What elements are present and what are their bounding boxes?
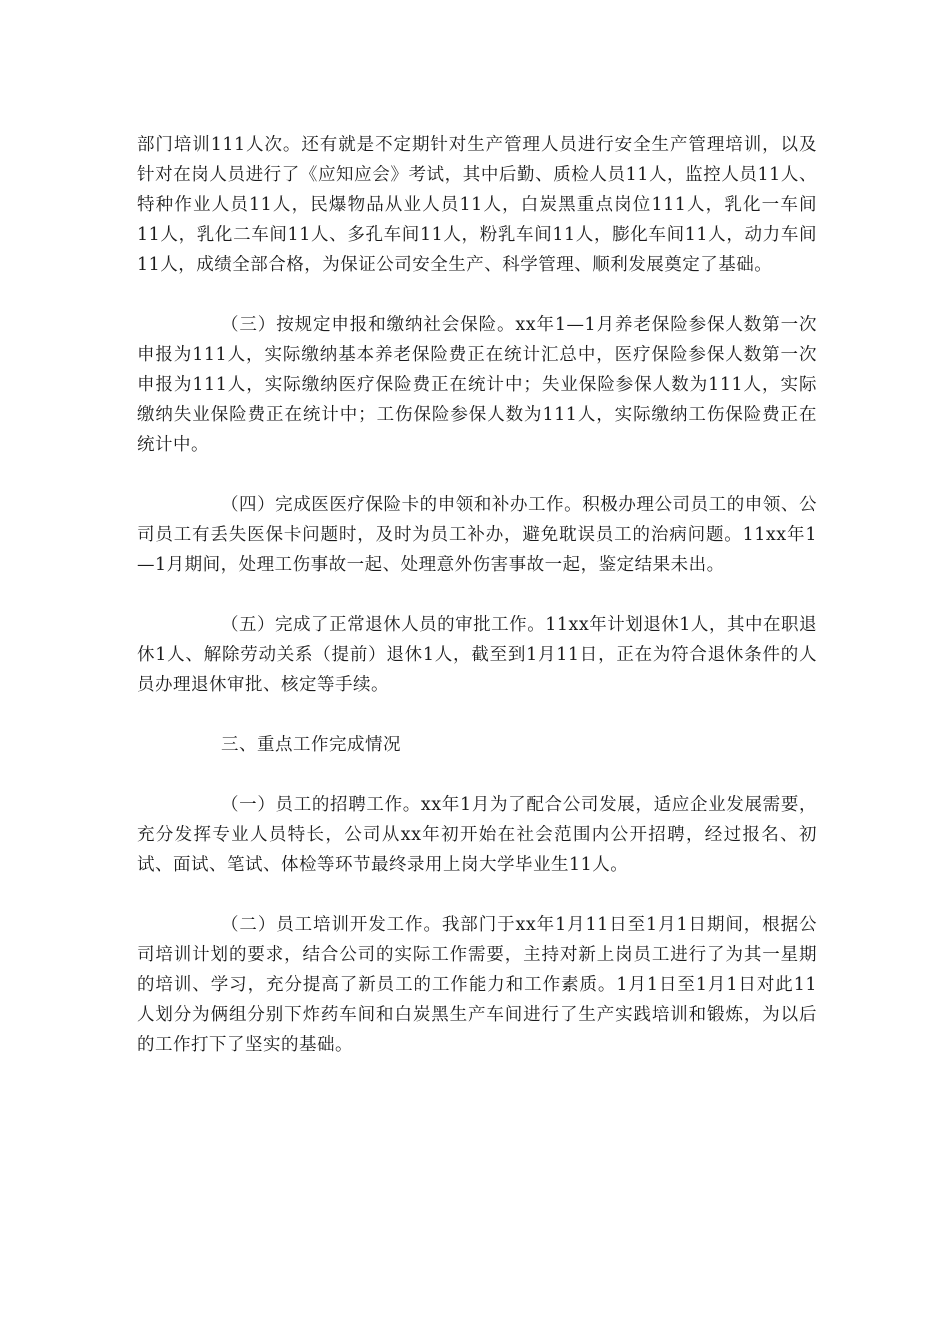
paragraph-retirement-approval: （五）完成了正常退休人员的审批工作。11xx年计划退休1人，其中在职退休1人、解除劳动关系（提前）退休1人，截至到1月11日，正在为符合退休条件的人员办理退休审批、核定等手续。 [137,615,817,695]
paragraph-training-summary: 部门培训111人次。还有就是不定期针对生产管理人员进行安全生产管理培训，以及针对在岗人员进行了《应知应会》考试，其中后勤、质检人员11人，监控人员11人、特种作业人员11人，民爆物品从业人员11人，白炭黑重点岗位111人，乳化一车间11人，乳化二车间11人、多孔车间11人，粉乳车间11人，膨化车间11人，动力车间11人，成绩全部合格，为保证公司安全生产、科学管理、顺利发展奠定了基础。 [137,135,817,275]
paragraph-social-insurance: （三）按规定申报和缴纳社会保险。xx年1—1月养老保险参保人数第一次申报为111人，实际缴纳基本养老保险费正在统计汇总中，医疗保险参保人数第一次申报为111人，实际缴纳医疗保险费正在统计中；失业保险参保人数为111人，实际缴纳失业保险费正在统计中；工伤保险参保人数为111人，实际缴纳工伤保险费正在统计中。 [137,315,817,455]
document-body [137,130,817,1060]
paragraph-medical-insurance-card: （四）完成医医疗保险卡的申领和补办工作。积极办理公司员工的申领、公司员工有丢失医保卡问题时，及时为员工补办，避免耽误员工的治病问题。11xx年1—1月期间，处理工伤事故一起、处理意外伤害事故一起，鉴定结果未出。 [137,495,817,575]
paragraph-training-development: （二）员工培训开发工作。我部门于xx年1月11日至1月1日期间，根据公司培训计划的要求，结合公司的实际工作需要，主持对新上岗员工进行了为其一星期的培训、学习，充分提高了新员工的工作能力和工作素质。1月1日至1月1日对此11人划分为俩组分别下炸药车间和白炭黑生产车间进行了生产实践培训和锻炼，为以后的工作打下了坚实的基础。 [137,915,817,1055]
paragraph-recruitment: （一）员工的招聘工作。xx年1月为了配合公司发展，适应企业发展需要，充分发挥专业人员特长，公司从xx年初开始在社会范围内公开招聘，经过报名、初试、面试、笔试、体检等环节最终录用上岗大学毕业生11人。 [137,795,817,875]
section-heading-key-work: 三、重点工作完成情况 [221,735,401,755]
